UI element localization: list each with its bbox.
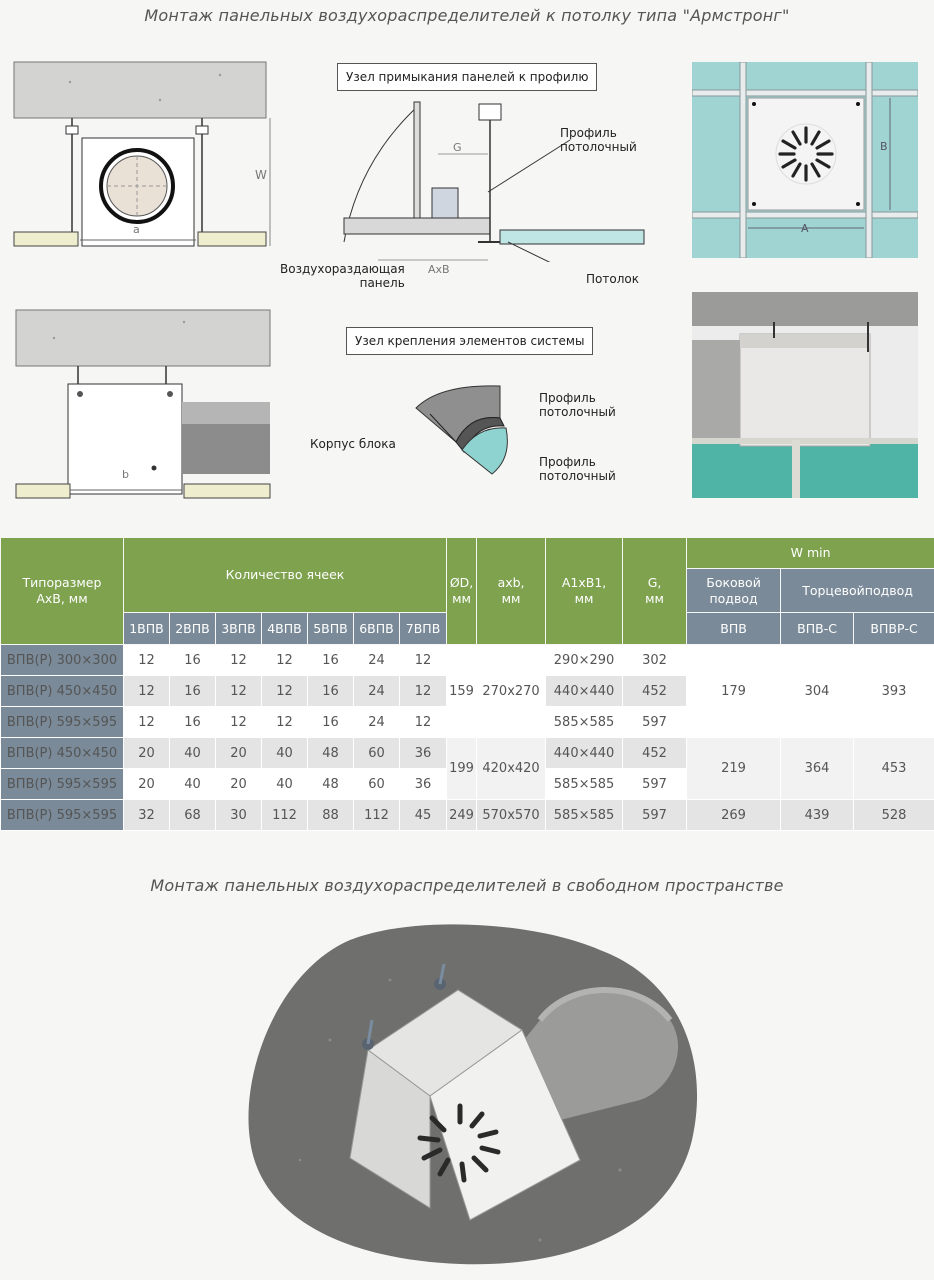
label-air-panel: Воздухораздающая панель [280,262,405,290]
cell-count: 12 [400,676,447,707]
detail-1-title: Узел примыкания панелей к профилю [337,63,597,91]
cell-count: 88 [308,800,354,831]
cell-g: 597 [623,707,687,738]
row-size: ВПВ(Р) 595×595 [1,769,124,800]
cell-count: 20 [124,738,170,769]
th-cell-type: 5ВПВ [308,613,354,645]
cell-vpv: 269 [687,800,781,831]
cell-count: 12 [124,707,170,738]
cell-d: 199 [447,738,477,800]
row-size: ВПВ(Р) 450×450 [1,738,124,769]
cell-vpvs: 439 [781,800,854,831]
cell-count: 40 [262,769,308,800]
photo-duct-mount-3d [692,292,918,498]
cell-vpv: 219 [687,738,781,800]
cell-d: 249 [447,800,477,831]
cell-vpvs: 304 [781,645,854,738]
cell-vpvrs: 528 [854,800,934,831]
cell-d: 159 [447,645,477,738]
th-g: G, мм [623,538,687,645]
cell-g: 452 [623,738,687,769]
cell-a1b1: 585×585 [546,707,623,738]
spec-table [0,537,934,831]
th-cells: Количество ячеек [124,538,447,613]
label-profile-2: Профиль потолочный [539,455,616,483]
row-size: ВПВ(Р) 300×300 [1,645,124,676]
cell-a1b1: 585×585 [546,769,623,800]
heading-top: Монтаж панельных воздухораспределителей к потолку типа "Армстронг" [144,6,790,25]
cell-a1b1: 440×440 [546,738,623,769]
cell-count: 12 [216,707,262,738]
cell-count: 48 [308,738,354,769]
dim-g: G [453,141,462,154]
dim-a: a [133,223,140,236]
cell-count: 12 [400,645,447,676]
cell-axb: 570x570 [477,800,546,831]
cell-count: 20 [216,738,262,769]
label-profile-ceiling: Профиль потолочный [560,126,637,154]
cell-axb: 420x420 [477,738,546,800]
cell-count: 32 [124,800,170,831]
photo-dim-a: A [801,222,809,235]
th-cell-type: 7ВПВ [400,613,447,645]
heading-bottom: Монтаж панельных воздухораспределителей в свободном пространстве [150,876,784,895]
th-wmin: W min [687,538,934,569]
cell-count: 20 [124,769,170,800]
th-vpvs: ВПВ-С [781,613,854,645]
cell-count: 45 [400,800,447,831]
cell-vpvrs: 393 [854,645,934,738]
cell-count: 24 [354,676,400,707]
cell-vpv: 179 [687,645,781,738]
th-d: ØD, мм [447,538,477,645]
render-free-space-mount [240,920,710,1270]
th-cell-type: 6ВПВ [354,613,400,645]
th-cell-type: 1ВПВ [124,613,170,645]
row-size: ВПВ(Р) 450×450 [1,676,124,707]
cell-count: 112 [354,800,400,831]
cell-count: 60 [354,738,400,769]
cell-count: 30 [216,800,262,831]
th-end: Торцевойподвод [781,569,934,613]
label-ceiling: Потолок [586,272,639,286]
dim-axb: AxB [428,263,450,276]
table-row [1,738,934,769]
cell-vpvs: 364 [781,738,854,800]
cell-count: 16 [170,645,216,676]
th-vpv: ВПВ [687,613,781,645]
cell-count: 16 [308,645,354,676]
cell-count: 40 [170,769,216,800]
cell-count: 24 [354,645,400,676]
row-size: ВПВ(Р) 595×595 [1,707,124,738]
cell-a1b1: 440×440 [546,676,623,707]
cell-a1b1: 585×585 [546,800,623,831]
th-size: Типоразмер AxB, мм [1,538,124,645]
row-size: ВПВ(Р) 595×595 [1,800,124,831]
cell-g: 597 [623,800,687,831]
dim-b: b [122,468,129,481]
cell-count: 12 [124,676,170,707]
cell-count: 16 [308,707,354,738]
detail-2-title: Узел крепления элементов системы [346,327,593,355]
th-a1b1: A1xB1, мм [546,538,623,645]
th-cell-type: 4ВПВ [262,613,308,645]
th-vpvrs: ВПВР-С [854,613,934,645]
cell-count: 60 [354,769,400,800]
th-axb: axb, мм [477,538,546,645]
cell-count: 36 [400,738,447,769]
cell-count: 20 [216,769,262,800]
diagram-panel-joint [338,92,648,262]
cell-count: 16 [308,676,354,707]
diagram-ceiling-mount-front [10,60,280,260]
table-row [1,645,934,676]
cell-g: 597 [623,769,687,800]
cell-count: 12 [124,645,170,676]
cell-count: 12 [262,707,308,738]
th-cell-type: 3ВПВ [216,613,262,645]
cell-count: 16 [170,707,216,738]
photo-dim-b: B [880,140,888,153]
cell-count: 24 [354,707,400,738]
cell-count: 40 [262,738,308,769]
label-body: Корпус блока [310,437,396,451]
th-side: Боковой подвод [687,569,781,613]
cell-count: 12 [216,676,262,707]
table-row [1,800,934,831]
cell-axb: 270x270 [477,645,546,738]
cell-g: 302 [623,645,687,676]
cell-count: 12 [216,645,262,676]
cell-count: 36 [400,769,447,800]
dim-w: W [255,168,267,182]
cell-g: 452 [623,676,687,707]
cell-count: 12 [262,645,308,676]
cell-count: 16 [170,676,216,707]
cell-count: 68 [170,800,216,831]
cell-count: 12 [262,676,308,707]
cell-count: 48 [308,769,354,800]
cell-count: 112 [262,800,308,831]
diagram-ceiling-mount-side [14,308,278,508]
diagram-fastening-node [400,378,530,478]
cell-count: 40 [170,738,216,769]
cell-count: 12 [400,707,447,738]
label-profile-1: Профиль потолочный [539,391,616,419]
cell-vpvrs: 453 [854,738,934,800]
th-cell-type: 2ВПВ [170,613,216,645]
cell-a1b1: 290×290 [546,645,623,676]
